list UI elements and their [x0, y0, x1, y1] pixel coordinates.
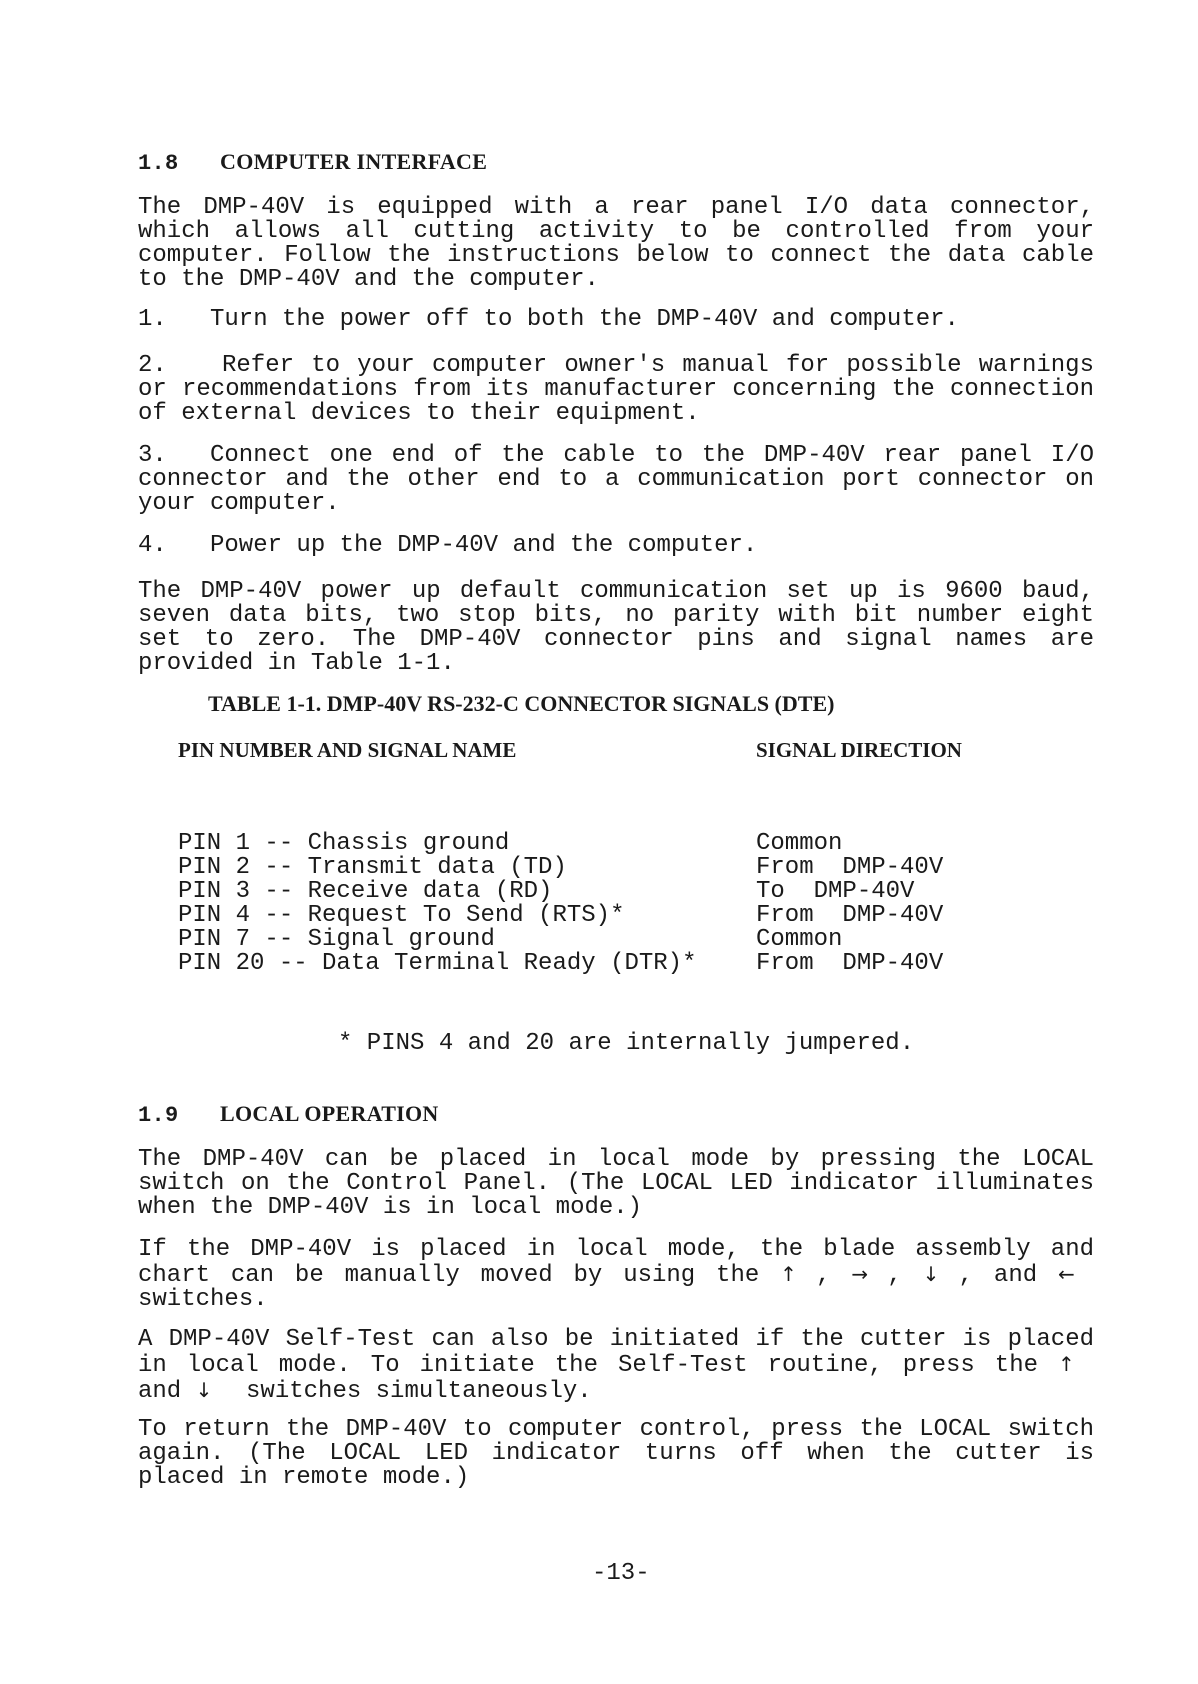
direction-cell: Common	[756, 830, 843, 857]
section-heading-1-8	[138, 150, 487, 176]
manual-move-and: and	[993, 1262, 1038, 1289]
direction-cell: From DMP-40V	[756, 854, 944, 881]
pin-cell: PIN 1 -- Chassis ground	[178, 830, 510, 857]
manual-move-switches: switches.	[138, 1286, 268, 1313]
up-arrow-icon: ↑	[780, 1262, 797, 1286]
defaults-paragraph: The DMP-40V power up default communication set up is 9600 baud, seven data bits, two stop bits, no parity with bit number eight set to zero. The DMP-40V connector pins and signal names are provided in Table 1-1.	[138, 578, 1094, 677]
step-text: Turn the power off to both the DMP-40V and computer.	[210, 306, 959, 333]
table-title: TABLE 1-1. DMP-40V RS-232-C CONNECTOR SIGNALS (DTE)	[208, 691, 835, 716]
section-title: LOCAL OPERATION	[220, 1101, 439, 1126]
direction-cell: From DMP-40V	[756, 902, 944, 929]
left-arrow-icon: ←	[1058, 1262, 1075, 1286]
manual-move-paragraph: If the DMP-40V is placed in local mode, the blade assembly and chart can be manually moved by using the ↑ , → , ↓ , and ← switches.	[138, 1236, 1094, 1313]
direction-cell: To DMP-40V	[756, 878, 915, 905]
manual-move-text: If the DMP-40V is placed in local mode, the blade assembly and chart can be manually moved by using the	[138, 1236, 1094, 1289]
self-test-switches: switches simultaneously.	[246, 1378, 592, 1405]
self-test-paragraph	[138, 1328, 1094, 1404]
step-number: 2.	[138, 352, 167, 379]
intro-paragraph: The DMP-40V is equipped with a rear panel I/O data connector, which allows all cutting activity to be controlled from your computer. Follow the instructions below to connect the data cable to the DMP-40V and the computer.	[138, 194, 1094, 293]
down-arrow-icon: ↓	[195, 1378, 213, 1402]
step-text: Connect one end of the cable to the DMP-40V rear panel I/O connector and the other end to a communication port connector on your computer.	[138, 442, 1094, 517]
section-number: 1.8	[138, 151, 179, 176]
direction-cell: From DMP-40V	[756, 950, 944, 977]
step-number: 1.	[138, 306, 167, 333]
self-test-and: and	[138, 1378, 182, 1405]
column-header-direction: SIGNAL DIRECTION	[756, 738, 962, 762]
step-4	[138, 534, 1094, 558]
section-title: COMPUTER INTERFACE	[220, 149, 488, 174]
return-paragraph: To return the DMP-40V to computer control, press the LOCAL switch again. (The LOCAL LED indicator turns off when the cutter is placed in remote mode.)	[138, 1416, 1094, 1491]
step-text: Refer to your computer owner's manual for possible warnings or recommendations from its manufacturer concerning the connection of external devices to their equipment.	[138, 352, 1094, 427]
pin-cell: PIN 3 -- Receive data (RD)	[178, 878, 553, 905]
up-arrow-icon: ↑	[1058, 1352, 1075, 1376]
pin-cell: PIN 20 -- Data Terminal Ready (DTR)*	[178, 950, 697, 977]
column-header-pin: PIN NUMBER AND SIGNAL NAME	[178, 738, 517, 762]
pin-cell: PIN 4 -- Request To Send (RTS)*	[178, 902, 625, 929]
step-2	[138, 354, 1094, 426]
page-number: -13-	[592, 1560, 650, 1587]
step-3	[138, 444, 1094, 516]
down-arrow-icon: ↓	[922, 1262, 940, 1286]
step-number: 3.	[138, 442, 167, 469]
pin-cell: PIN 2 -- Transmit data (TD)	[178, 854, 567, 881]
table-footnote: * PINS 4 and 20 are internally jumpered.	[338, 1030, 915, 1057]
section-number: 1.9	[138, 1103, 179, 1128]
pin-cell: PIN 7 -- Signal ground	[178, 926, 495, 953]
section-heading-1-9	[138, 1102, 439, 1128]
step-text: Power up the DMP-40V and the computer.	[210, 532, 758, 559]
self-test-text: A DMP-40V Self-Test can also be initiated if the cutter is placed in local mode. To initiate the Self-Test routine, press the	[138, 1326, 1094, 1379]
right-arrow-icon: →	[851, 1262, 869, 1286]
local-mode-paragraph: The DMP-40V can be placed in local mode by pressing the LOCAL switch on the Control Panel. (The LOCAL LED indicator illuminates when the DMP-40V is in local mode.)	[138, 1146, 1094, 1221]
step-number: 4.	[138, 532, 167, 559]
direction-cell: Common	[756, 926, 843, 953]
step-1	[138, 308, 1094, 332]
